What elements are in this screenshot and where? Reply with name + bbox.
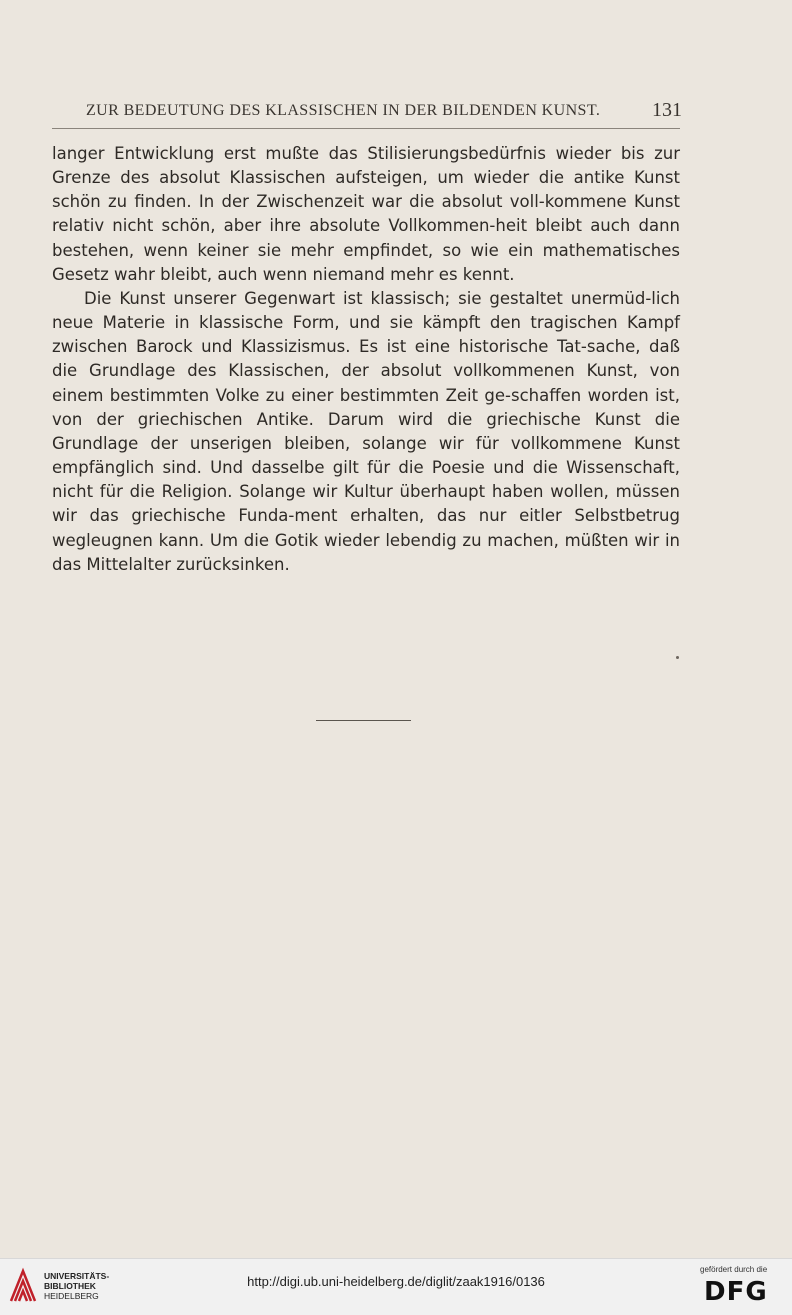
library-name-line-1: UNIVERSITÄTS- bbox=[44, 1271, 110, 1281]
funding-caption: gefördert durch die bbox=[700, 1265, 768, 1274]
library-name-line-3: HEIDELBERG bbox=[44, 1291, 99, 1301]
paragraph-1: langer Entwicklung erst mußte das Stilisierungsbedürfnis wieder bis zur Grenze des absolut Klassischen aufsteigen, um wieder die antike Kunst schön zu finden. In der Zwischenzeit war die absolut voll-kommene Kunst relativ nicht schön, aber ihre absolute Vollkommen-heit bleibt auch dann bestehen, wenn keiner sie mehr empfindet, so wie ein mathematisches Gesetz wahr bleibt, auch wenn niemand mehr es kennt. bbox=[52, 144, 680, 284]
running-head bbox=[86, 98, 682, 126]
dfg-logo[interactable]: DFG bbox=[704, 1277, 768, 1307]
scan-speck bbox=[676, 656, 679, 659]
viewer-footer bbox=[0, 1258, 792, 1315]
permalink-url[interactable]: http://digi.ub.uni-heidelberg.de/diglit/zaak1916/0136 bbox=[247, 1274, 545, 1289]
library-name-line-2: BIBLIOTHEK bbox=[44, 1281, 96, 1291]
running-title: ZUR BEDEUTUNG DES KLASSISCHEN IN DER BILDENDEN KUNST. bbox=[86, 102, 601, 119]
paragraph-2: Die Kunst unserer Gegenwart ist klassisch; sie gestaltet unermüd-lich neue Materie in klassische Form, und sie kämpft den tragischen Kampf zwischen Barock und Klassizismus. Es ist eine historische Tat-sache, daß die Grundlage des Klassischen, der absolut vollkommenen Kunst, von einem bestimmten Volke zu einer bestimmten Zeit ge-schaffen worden ist, von der griechischen Antike. Darum wird die griechische Kunst die Grundlage der unserigen bleiben, solange wir für vollkommene Kunst empfänglich sind. Und dasselbe gilt für die Poesie und die Wissenschaft, nicht für die Religion. Solange wir Kultur überhaupt haben wollen, müssen wir das griechische Funda-ment erhalten, das nur eitler Selbstbetrug wegleugnen kann. Um die Gotik wieder lebendig zu machen, müßten wir in das Mittelalter zurücksinken. bbox=[52, 288, 680, 574]
page-number: 131 bbox=[652, 99, 682, 121]
header-rule bbox=[52, 128, 680, 129]
section-end-rule bbox=[316, 720, 411, 721]
body-text bbox=[52, 142, 680, 577]
